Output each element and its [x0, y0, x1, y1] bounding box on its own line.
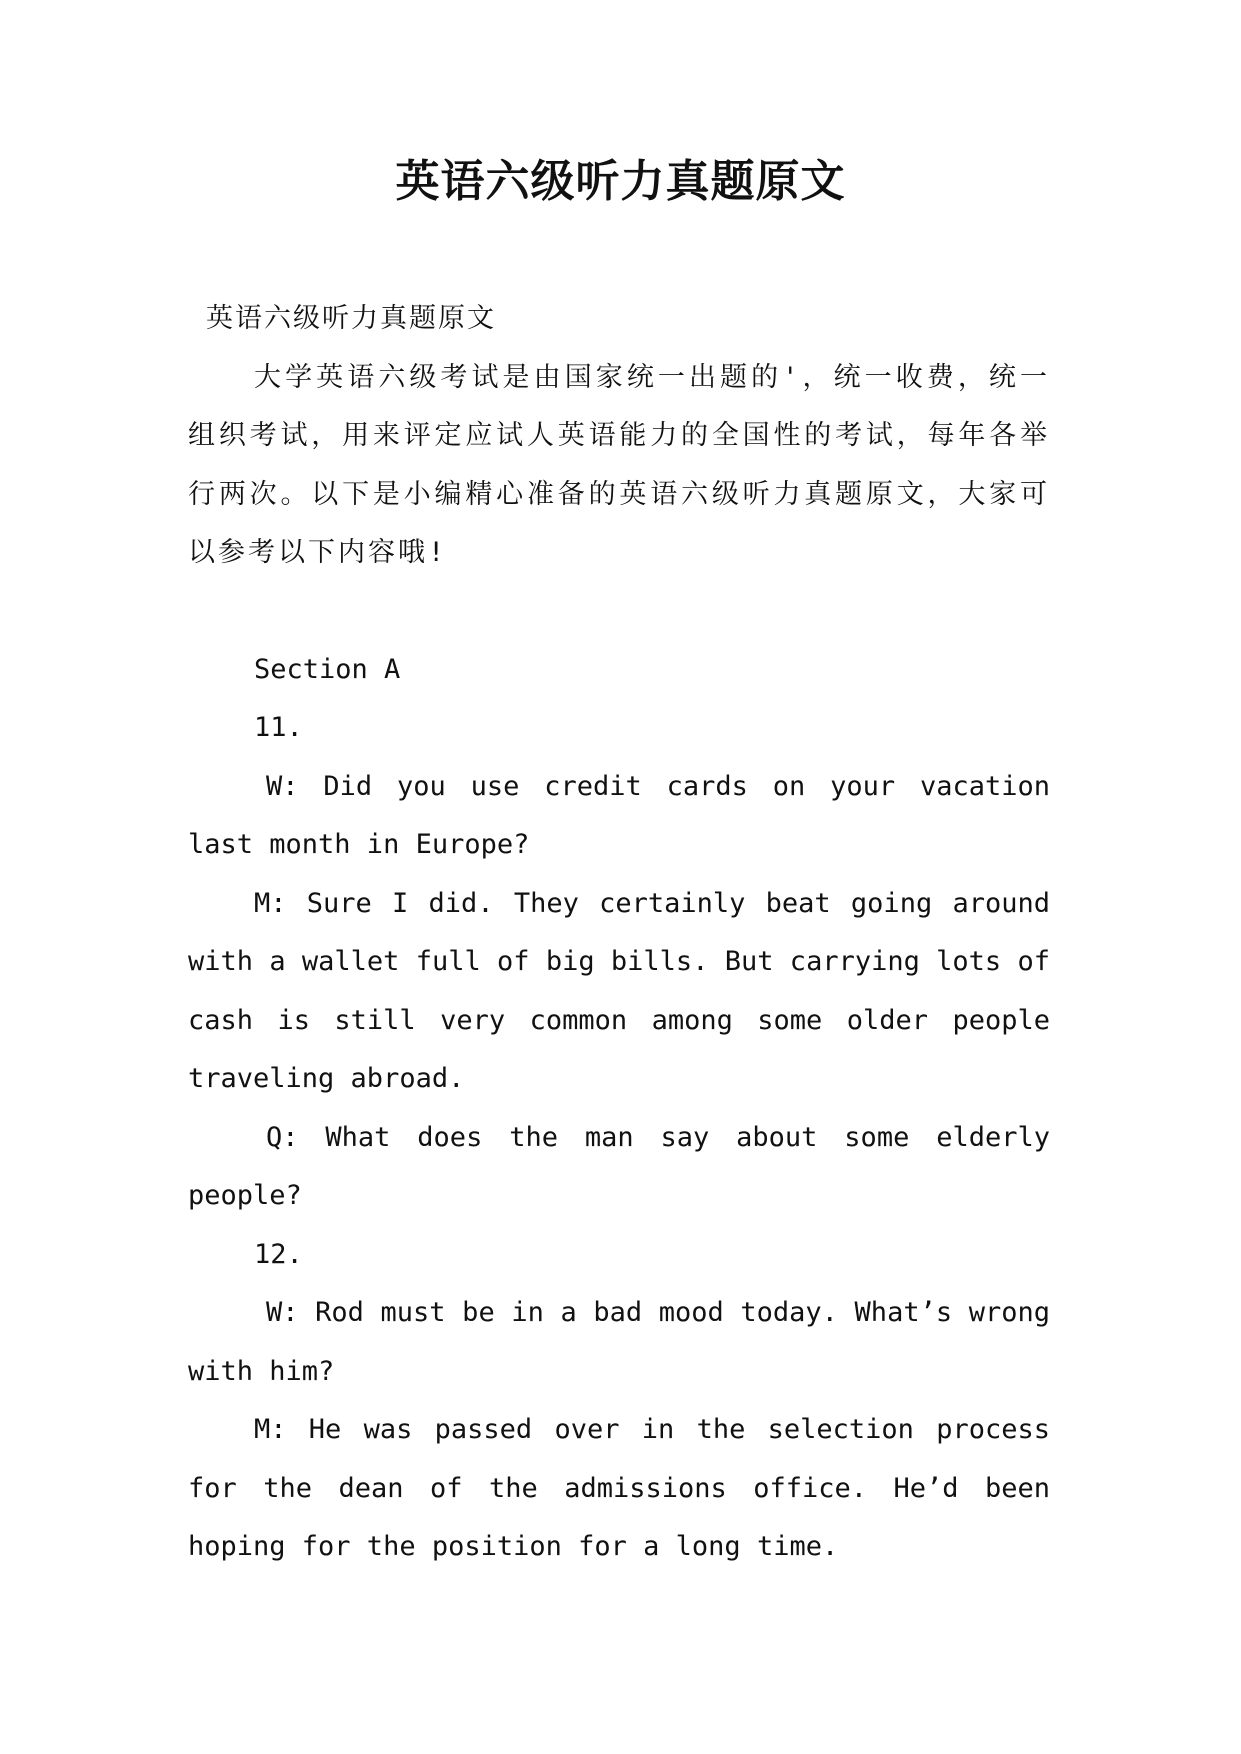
spacer [188, 583, 1050, 641]
question-11-woman-line: W: Did you use credit cards on your vacation last month in Europe? [188, 770, 1050, 860]
subtitle: 英语六级听力真题原文 [206, 303, 496, 334]
question-12-number: 12. [254, 1238, 303, 1270]
question-11-man-line: M: Sure I did. They certainly beat going around with a wallet full of big bills. But carrying lots of cash is still very common among some older people traveling abroad. [188, 887, 1050, 1094]
document-body [188, 290, 1050, 1577]
question-11-number: 11. [254, 712, 303, 743]
section-heading: Section A [254, 653, 401, 685]
question-12-man-line: M: He was passed over in the selection process for the dean of the admissions office. He’d been hoping for the position for a long time. [188, 1414, 1050, 1562]
document-title: 英语六级听力真题原文 [395, 156, 846, 207]
question-12-woman-line: W: Rod must be in a bad mood today. What’s wrong with him? [188, 1297, 1050, 1387]
intro-paragraph: 大学英语六级考试是由国家统一出题的'，统一收费，统一组织考试，用来评定应试人英语能力的全国性的考试，每年各举行两次。以下是小编精心准备的英语六级听力真题原文，大家可以参考以下内容哦! [188, 361, 1050, 568]
question-11-question: Q: What does the man say about some elderly people? [188, 1121, 1050, 1211]
